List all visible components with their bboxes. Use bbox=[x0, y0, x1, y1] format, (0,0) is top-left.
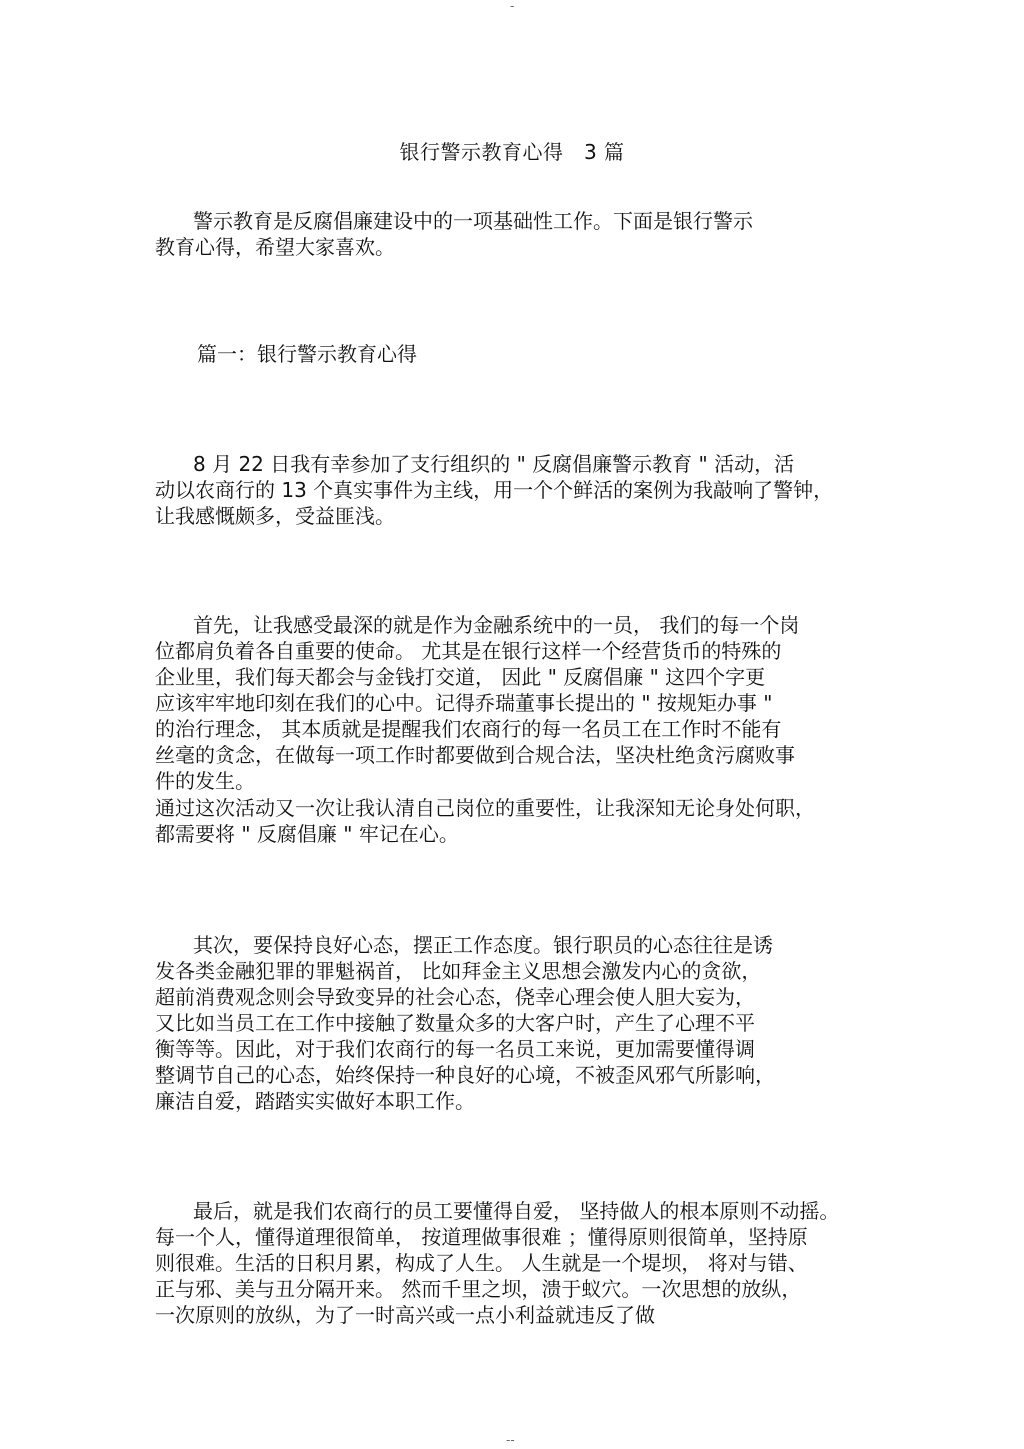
paragraph-line: 超前消费观念则会导致变异的社会心态，侥幸心理会使人胆大妄为， bbox=[155, 985, 755, 1009]
paragraph-line: 应该牢牢地印刻在我们的心中。记得乔瑞董事长提出的 " 按规矩办事 " bbox=[155, 691, 773, 715]
intro-line: 警示教育是反腐倡廉建设中的一项基础性工作。下面是银行警示 bbox=[193, 209, 753, 233]
paragraph-line: 让我感慨颇多，受益匪浅。 bbox=[155, 504, 395, 528]
paragraph-line: 件的发生。 bbox=[155, 769, 255, 793]
paragraph-line: 一次原则的放纵，为了一时高兴或一点小利益就违反了做 bbox=[155, 1303, 655, 1327]
body-paragraph bbox=[155, 451, 895, 529]
paragraph-line: 企业里，我们每天都会与金钱打交道， 因此 " 反腐倡廉 " 这四个字更 bbox=[155, 665, 766, 689]
document-title: 银行警示教育心得 3 篇 bbox=[399, 140, 625, 164]
body-paragraph bbox=[155, 932, 895, 1114]
intro-paragraph bbox=[155, 208, 895, 260]
paragraph-line: 通过这次活动又一次让我认清自己岗位的重要性，让我深知无论身处何职， bbox=[155, 796, 815, 820]
paragraph-line: 其次，要保持良好心态，摆正工作态度。银行职员的心态往往是诱 bbox=[193, 933, 773, 957]
paragraph-line: 廉洁自爱，踏踏实实做好本职工作。 bbox=[155, 1089, 475, 1113]
paragraph-line: 最后，就是我们农商行的员工要懂得自爱， 坚持做人的根本原则不动摇。 bbox=[193, 1199, 840, 1223]
footer-mark: -- bbox=[506, 1433, 515, 1447]
paragraph-line: 都需要将 " 反腐倡廉 " 牢记在心。 bbox=[155, 822, 459, 846]
header-mark: - bbox=[510, 0, 515, 13]
paragraph-line: 8 月 22 日我有幸参加了支行组织的 " 反腐倡廉警示教育 " 活动，活 bbox=[193, 452, 795, 476]
body-paragraph bbox=[155, 612, 895, 794]
paragraph-line: 正与邪、美与丑分隔开来。 然而千里之坝，溃于蚁穴。一次思想的放纵， bbox=[155, 1277, 802, 1301]
paragraph-line: 的治行理念， 其本质就是提醒我们农商行的每一名员工在工作时不能有 bbox=[155, 717, 782, 741]
paragraph-line: 动以农商行的 13 个真实事件为主线，用一个个鲜活的案例为我敲响了警钟， bbox=[155, 478, 834, 502]
section-heading: 篇一：银行警示教育心得 bbox=[197, 342, 417, 366]
paragraph-line: 衡等等。因此，对于我们农商行的每一名员工来说，更加需要懂得调 bbox=[155, 1037, 755, 1061]
paragraph-line: 又比如当员工在工作中接触了数量众多的大客户时，产生了心理不平 bbox=[155, 1011, 755, 1035]
paragraph-line: 则很难。生活的日积月累，构成了人生。 人生就是一个堤坝， 将对与错、 bbox=[155, 1251, 808, 1275]
paragraph-line: 发各类金融犯罪的罪魁祸首， 比如拜金主义思想会激发内心的贪欲， bbox=[155, 959, 762, 983]
paragraph-line: 每一个人，懂得道理很简单， 按道理做事很难 ；懂得原则很简单，坚持原 bbox=[155, 1225, 808, 1249]
body-paragraph bbox=[155, 1198, 895, 1328]
paragraph-line: 丝毫的贪念，在做每一项工作时都要做到合规合法，坚决杜绝贪污腐败事 bbox=[155, 743, 795, 767]
intro-line: 教育心得，希望大家喜欢。 bbox=[155, 235, 395, 259]
paragraph-line: 整调节自己的心态，始终保持一种良好的心境，不被歪风邪气所影响， bbox=[155, 1063, 775, 1087]
body-paragraph bbox=[155, 795, 895, 847]
paragraph-line: 位都肩负着各自重要的使命。 尤其是在银行这样一个经营货币的特殊的 bbox=[155, 639, 782, 663]
paragraph-line: 首先，让我感受最深的就是作为金融系统中的一员， 我们的每一个岗 bbox=[193, 613, 800, 637]
